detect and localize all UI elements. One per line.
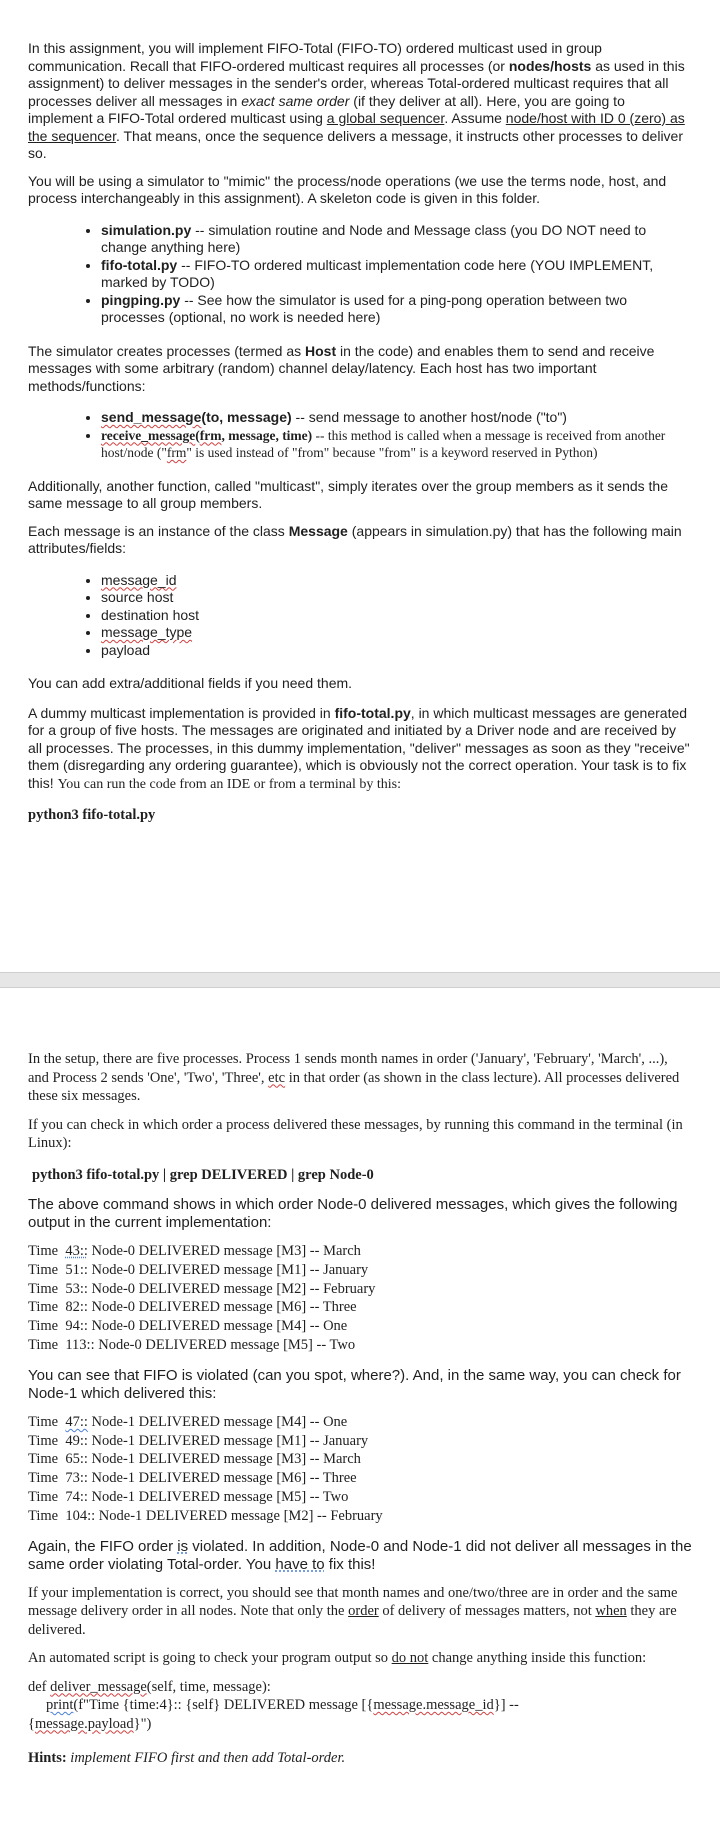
list-item: • simulation.py -- simulation routine and Node and Message class (you DO NOT need to change anything here) (101, 222, 692, 257)
log-line: Time 113:: Node-0 DELIVERED message [M5] -- Two (28, 1336, 356, 1353)
node0-log (28, 1242, 692, 1355)
above-paragraph: The above command shows in which order Node-0 delivered messages, which gives the following output in the current implementation: (28, 1196, 678, 1231)
list-item: • pingping.py -- See how the simulator is used for a ping-pong operation between two processes (optional, no work is needed here) (101, 292, 692, 327)
code-line: print(f"Time {time:4}:: {self} DELIVERED message [{message.message_id}] -- (46, 1697, 519, 1714)
dummy-implementation-paragraph: A dummy multicast implementation is provided in fifo-total.py, in which multicast messages are generated for a group of five hosts. The messages are originated and initiated by a Driver node and are received by all processes. The processes, in this dummy implementation, "deliver" messages as soon as they "receive" them (disregarding any ordering guarantee), which is obviously not the correct operation. Your task is to fix this! You can run the code from an IDE or from a terminal by this: (28, 704, 690, 792)
list-item: • source host (101, 589, 692, 607)
log-line: Time 74:: Node-1 DELIVERED message [M5] -- Two (28, 1488, 349, 1505)
automated-check-paragraph: An automated script is going to check your program output so do not change anything inside this function: (28, 1650, 647, 1667)
list-item: • message_id (101, 572, 692, 590)
correct-implementation-paragraph: If your implementation is correct, you should see that month names and one/two/three are in order and the same message delivery order in all nodes. Note that only the order of delivery of messages matters, not when they are delivered. (28, 1584, 678, 1638)
method-list (28, 409, 692, 462)
check-paragraph: If you can check in which order a process delivered these messages, by running this command in the terminal (in Linux): (28, 1116, 683, 1151)
log-line: Time 51:: Node-0 DELIVERED message [M1] -- January (28, 1261, 369, 1278)
message-paragraph: Each message is an instance of the class Message (appears in simulation.py) that has the following main attributes/fields: (28, 522, 682, 556)
list-item: • fifo-total.py -- FIFO-TO ordered multicast implementation code here (YOU IMPLEMENT, marked by TODO) (101, 257, 692, 292)
log-line: Time 53:: Node-0 DELIVERED message [M2] -- February (28, 1280, 376, 1297)
list-item: • destination host (101, 607, 692, 625)
field-list (28, 572, 692, 660)
list-item: • receive_message(frm, message, time) -- this method is called when a message is received from another host/node ("frm" is used instead of "from" because "from" is a keyword reserved in Python) (101, 427, 692, 462)
again-paragraph: Again, the FIFO order is violated. In addition, Node-0 and Node-1 did not deliver all messages in the same order violating Total-order. You have to fix this! (28, 1537, 692, 1573)
page-break (0, 972, 720, 988)
host-paragraph: The simulator creates processes (termed as Host in the code) and enables them to send and receive messages with some arbitrary (random) channel delay/latency. Each host has two important methods/functions: (28, 342, 655, 394)
log-line: Time 47:: Node-1 DELIVERED message [M4] -- One (28, 1413, 348, 1430)
setup-paragraph: In the setup, there are five processes. Process 1 sends month names in order ('January', 'February', 'March', ...), and Process 2 sends 'One', 'Two', 'Three', etc in that order (as shown in the class lecture). All processes delivered these six messages. (28, 1051, 680, 1104)
list-item: • send_message(to, message) -- send message to another host/node ("to") (101, 409, 692, 427)
list-item: • payload (101, 642, 692, 660)
log-line: Time 43:: Node-0 DELIVERED message [M3] -- March (28, 1243, 361, 1259)
hints-paragraph: Hints: implement FIFO first and then add Total-order. (28, 1750, 346, 1767)
grep-command: python3 fifo-total.py | grep DELIVERED | grep Node-0 (32, 1166, 374, 1183)
code-block (28, 1678, 692, 1734)
fifo-violation-paragraph: You can see that FIFO is violated (can you spot, where?). And, in the same way, you can check for Node-1 which delivered this: (28, 1366, 681, 1402)
code-line: def deliver_message(self, time, message): (28, 1678, 271, 1695)
log-line: Time 104:: Node-1 DELIVERED message [M2] -- February (28, 1507, 383, 1524)
log-line: Time 65:: Node-1 DELIVERED message [M3] -- March (28, 1451, 361, 1468)
log-line: Time 82:: Node-0 DELIVERED message [M6] -- Three (28, 1299, 357, 1316)
simulator-paragraph: You will be using a simulator to "mimic" the process/node operations (we use the terms node, host, and process interchangeably in this assignment). A skeleton code is given in this folder. (28, 172, 667, 206)
extra-fields-paragraph: You can add extra/additional fields if you need them. (28, 675, 353, 691)
list-item: • message_type (101, 624, 692, 642)
node1-log (28, 1413, 692, 1526)
file-list (28, 222, 692, 327)
log-line: Time 49:: Node-1 DELIVERED message [M1] -- January (28, 1432, 369, 1449)
code-line: {message.payload}") (28, 1715, 152, 1732)
document-page-2 (0, 988, 720, 1841)
multicast-paragraph: Additionally, another function, called "multicast", simply iterates over the group members as it sends the same message to all group members. (28, 477, 668, 511)
log-line: Time 94:: Node-0 DELIVERED message [M4] -- One (28, 1318, 348, 1335)
log-line: Time 73:: Node-1 DELIVERED message [M6] -- Three (28, 1470, 357, 1487)
intro-paragraph: In this assignment, you will implement FIFO-Total (FIFO-TO) ordered multicast used in group communication. Recall that FIFO-ordered multicast requires all processes (or nodes/hosts as used in this assignment) to deliver messages in the sender's order, whereas Total-ordered multicast requires that all processes deliver all messages in exact same order (if they deliver at all). Here, you are going to implement a FIFO-Total ordered multicast using a global sequencer. Assume node/host with ID 0 (zero) as the sequencer. That means, once the sequence delivers a message, it instructs other processes to deliver so. (28, 40, 685, 161)
run-command: python3 fifo-total.py (28, 807, 156, 823)
